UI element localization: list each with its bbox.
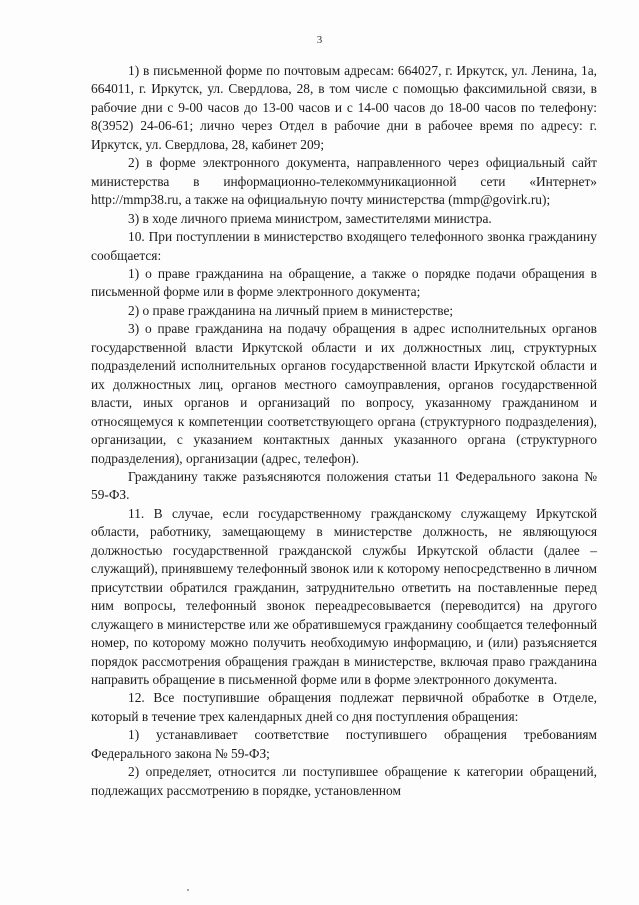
paragraph-item-3-personal-reception: 3) в ходе личного приема министром, заместителями министра. (128, 210, 492, 226)
paragraph-item-1-postal: 1) в письменной форме по почтовым адресам: 664027, г. Иркутск, ул. Ленина, 1а, 664011, г. Иркутск, ул. Свердлова, 28, в том числе с помощью факсимильной связи, в рабочие дни с 9-00 часов до 13-00 часов и с 14-00 часов до 18-00 часов по телефону: 8(3952) 24-06-61; лично через Отдел в рабочие дни в рабочее время по адресу: г. Иркутск, ул. Свердлова, 28, кабинет 209; (91, 63, 597, 152)
scan-speck (187, 889, 189, 891)
paragraph-clause-10: 10. При поступлении в министерство входящего телефонного звонка гражданину сообщается: (91, 229, 597, 263)
document-body (91, 62, 597, 800)
paragraph-explanation-article-11: Гражданину также разъясняются положения статьи 11 Федерального закона № 59-ФЗ. (91, 468, 597, 503)
paragraph-clause-11: 11. В случае, если государственному гражданскому служащему Иркутской области, работнику, замещающему в министерстве должность, не являющуюся должностью государственной гражданской службы Иркутской области (далее – служащий), принявшему телефонный звонок или к которому непосредственно в личном присутствии обратился гражданин, затруднительно ответить на поставленные перед ним вопросы, телефонный звонок переадресовывается (переводится) на другого служащего в министерстве или же обратившемуся гражданину сообщается телефонный номер, по которому можно получить необходимую информацию, и (или) разъясняется порядок рассмотрения обращения граждан в министерстве, включая право гражданина направить обращение в письменной форме или в форме электронного документа. (91, 505, 597, 687)
paragraph-clause-12-item-2: 2) определяет, относится ли поступившее обращение к категории обращений, подлежащих рассмотрению в порядке, установленном (91, 764, 597, 798)
paragraph-clause-12-item-1: 1) устанавливает соответствие поступившего обращения требованиям Федерального закона № 59-ФЗ; (91, 727, 597, 761)
paragraph-clause-10-item-3: 3) о праве гражданина на подачу обращения в адрес исполнительных органов государственной власти Иркутской области и их должностных лиц, структурных подразделений исполнительных органов государственной власти Иркутской области и их должностных лиц, органов местного самоуправления, органов государственной власти, иных органов и организаций по вопросу, указанному гражданином и относящемуся к компетенции соответствующего органа (структурного подразделения), организации, с указанием контактных данных указанного органа (структурного подразделения), организации (адрес, телефон). (91, 321, 597, 466)
paragraph-clause-10-item-1: 1) о праве гражданина на обращение, а также о порядке подачи обращения в письменной форме или в форме электронного документа; (91, 265, 597, 300)
page-number: 3 (316, 34, 323, 46)
paragraph-clause-12: 12. Все поступившие обращения подлежат первичной обработке в Отделе, который в течение трех календарных дней со дня поступления обращения: (91, 690, 597, 724)
paragraph-clause-10-item-2: 2) о праве гражданина на личный прием в министерстве; (128, 302, 454, 318)
paragraph-item-2-electronic: 2) в форме электронного документа, направленного через официальный сайт министерства в информационно-телекоммуникационной сети «Интернет» http://mmp38.ru, а также на официальную почту министерства (mmp@govirk.ru); (91, 155, 597, 208)
